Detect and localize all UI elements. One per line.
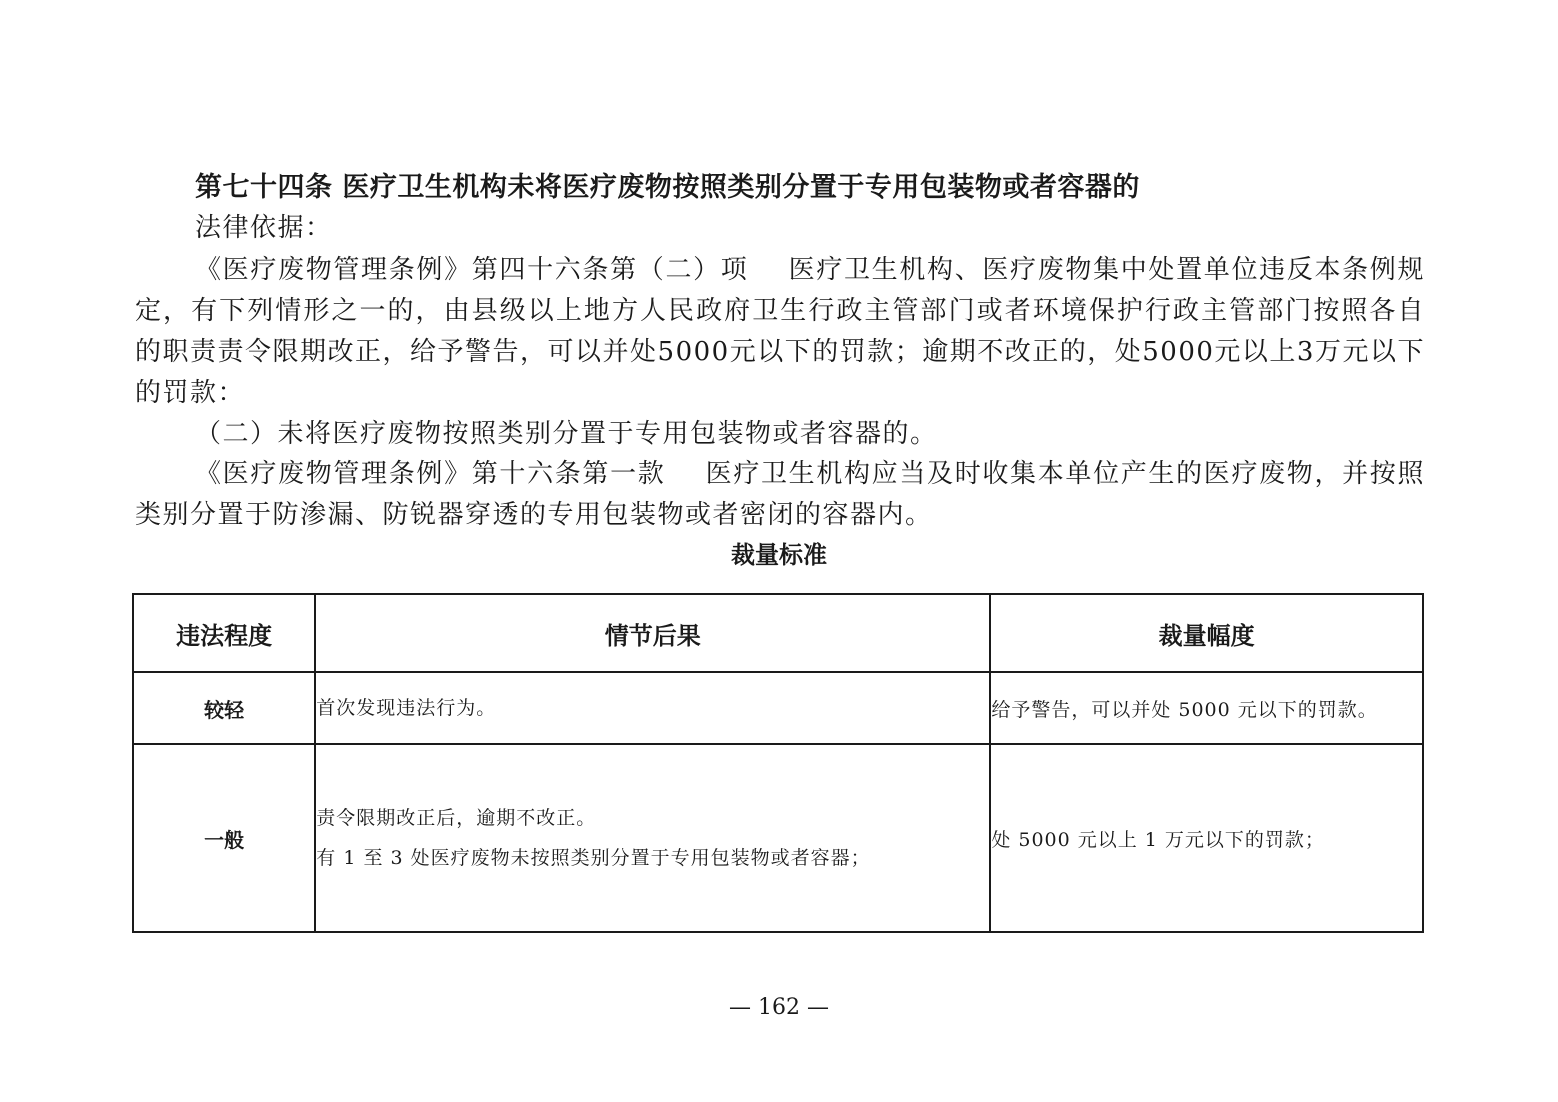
page-number: — 162 — — [729, 995, 829, 1020]
discretion-range-cell: 给予警告，可以并处 5000 元以下的罚款。 — [990, 672, 1423, 744]
table-title: 裁量标准 — [731, 541, 827, 569]
circumstance-line: 有 1 至 3 处医疗废物未按照类别分置于专用包装物或者容器； — [316, 847, 871, 869]
circumstances-cell — [315, 672, 990, 744]
legal-basis-label-text: 法律依据： — [195, 213, 333, 243]
article-title: 第七十四条 医疗卫生机构未将医疗废物按照类别分置于专用包装物或者容器的 — [195, 172, 1140, 203]
regulation-reference-1: 《医疗废物管理条例》第四十六条第（二）项 — [195, 255, 749, 285]
violation-degree-cell: 较轻 — [133, 672, 315, 744]
table-row — [133, 744, 1423, 932]
discretion-range-cell: 处 5000 元以上 1 万元以下的罚款； — [990, 744, 1423, 932]
legal-paragraph-2: （二）未将医疗废物按照类别分置于专用包装物或者容器的。 — [195, 419, 938, 449]
regulation-text-1: 医疗卫生机构、医疗废物集中处置单位违反本条例规定，有下列情形之一的，由县级以上地方人民政府卫生行政主管部门或者环境保护行政主管部门按照各自的职责责令限期改正，给予警告，可以并处5000元以下的罚款；逾期不改正的，处5000元以上3万元以下的罚款： — [135, 255, 1425, 408]
circumstance-line: 责令限期改正后，逾期不改正。 — [316, 807, 597, 829]
header-discretion-range: 裁量幅度 — [990, 594, 1423, 672]
legal-basis-label — [135, 208, 1425, 249]
table-header-row — [133, 594, 1423, 672]
legal-paragraph-3 — [135, 454, 1425, 536]
circumstances-cell — [315, 744, 990, 932]
regulation-text-2: 医疗卫生机构应当及时收集本单位产生的医疗废物，并按照类别分置于防渗漏、防锐器穿透的专用包装物或者密闭的容器内。 — [135, 459, 1425, 530]
circumstance-line: 首次发现违法行为。 — [316, 697, 497, 719]
discretion-standards-table — [132, 593, 1424, 933]
table-row — [133, 672, 1423, 744]
violation-degree-cell: 一般 — [133, 744, 315, 932]
legal-paragraph-1 — [135, 250, 1425, 414]
header-circumstances: 情节后果 — [315, 594, 990, 672]
header-violation-degree: 违法程度 — [133, 594, 315, 672]
regulation-reference-2: 《医疗废物管理条例》第十六条第一款 — [195, 459, 666, 489]
